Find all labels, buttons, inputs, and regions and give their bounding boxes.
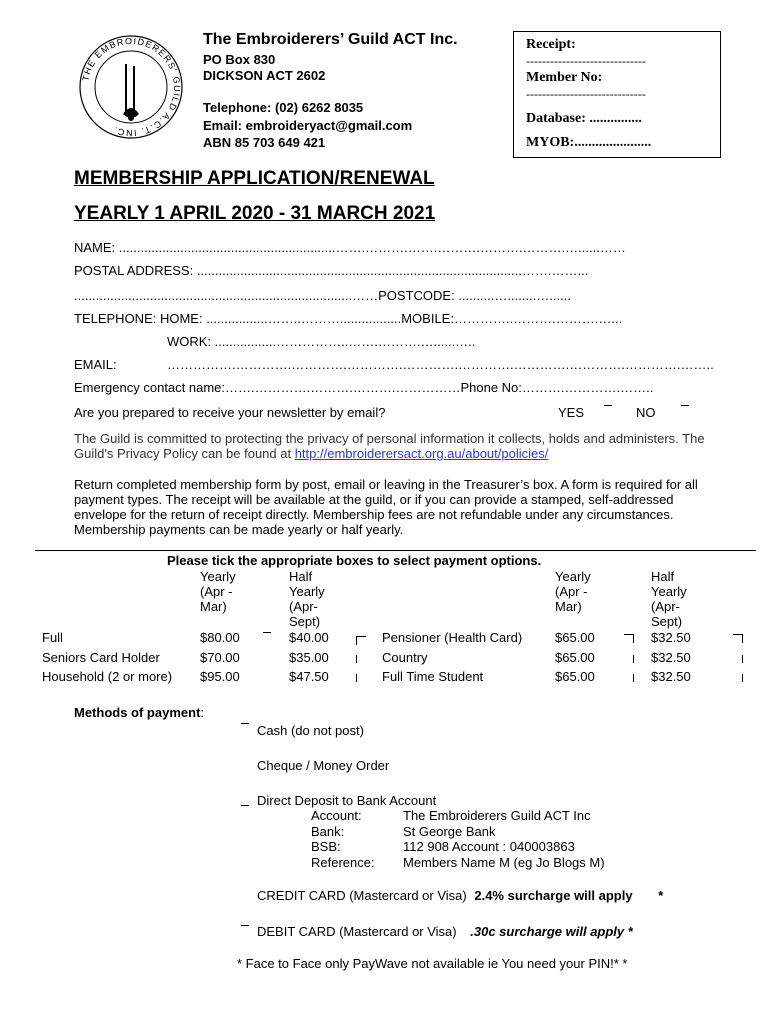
address-line-2: DICKSON ACT 2602 (203, 68, 326, 83)
member-no-label: Member No: (526, 70, 603, 85)
half-col-header-right: Half Yearly (Apr- Sept) (651, 569, 687, 629)
fee-label-seniors: Seniors Card Holder (42, 650, 160, 665)
payment-cash: Cash (do not post) (257, 723, 364, 738)
abn: ABN 85 703 649 421 (203, 135, 326, 150)
section-divider (35, 550, 756, 551)
checkbox-pensioner-yearly[interactable] (624, 634, 634, 643)
payment-credit-card: CREDIT CARD (Mastercard or Visa) 2.4% surcharge will apply * (257, 888, 664, 903)
fee-household-yearly: $95.00 (200, 669, 240, 684)
email-label: EMAIL: (74, 357, 117, 372)
no-label: NO (636, 405, 656, 420)
fee-label-full: Full (42, 630, 63, 645)
database-label: Database: ............... (526, 111, 642, 126)
email-field[interactable]: …………….………….………….………….………….………….………….………….………….…….. (167, 357, 714, 372)
checkbox-full-yearly[interactable] (263, 632, 271, 633)
bsb-label: BSB: (311, 839, 341, 854)
checkbox-debit[interactable] (241, 925, 249, 926)
checkbox-deposit[interactable] (241, 805, 249, 806)
fee-full-yearly: $80.00 (200, 630, 240, 645)
yearly-col-header-right: Yearly (Apr - Mar) (555, 569, 591, 614)
logo-ring-text: THE EMBROIDERERS' GUILD A.C.T. INC. (80, 35, 183, 139)
yearly-col-header-left: Yearly (Apr - Mar) (200, 569, 236, 614)
fee-country-half: $32.50 (651, 650, 691, 665)
fee-student-yearly: $65.00 (555, 669, 595, 684)
title-membership: MEMBERSHIP APPLICATION/RENEWAL (74, 168, 435, 189)
postcode-field[interactable]: .............................................................................……POSTCODE: ..........…........…...... (74, 288, 571, 303)
privacy-text: The Guild is committed to protecting the privacy of personal information it collects, holds and administers. The Guild's Privacy Policy can be found at (74, 431, 705, 461)
work-phone-field[interactable]: WORK: .................……………..…….……….…......….. (167, 334, 476, 349)
receipt-label: Receipt: (526, 37, 576, 52)
no-checkbox[interactable] (681, 405, 689, 406)
payment-deposit: Direct Deposit to Bank Account (257, 793, 437, 808)
payment-debit-card: DEBIT CARD (Mastercard or Visa) .30c surcharge will apply * (257, 924, 633, 939)
office-use-box (513, 31, 721, 158)
myob-label: MYOB:...................... (526, 135, 652, 150)
checkbox-full-half[interactable] (356, 636, 366, 645)
credit-surcharge: 2.4% surcharge will apply (474, 888, 633, 903)
return-instructions: Return completed membership form by post, email or leaving in the Treasurer’s box. A form is required for all payment types. The receipt will be available at the guild, or if you can provide a stamped, self-addressed envelope for the return of receipt directly. Membership fees are not refundable under any circumstances. Membership payments can be made yearly or half yearly. (74, 477, 698, 537)
fee-full-half: $40.00 (289, 630, 329, 645)
fee-student-half: $32.50 (651, 669, 691, 684)
privacy-policy-link[interactable]: http://embroiderersact.org.au/about/policies/ (294, 446, 549, 461)
fee-label-household: Household (2 or more) (42, 669, 173, 684)
fees-heading: Please tick the appropriate boxes to select payment options. (167, 553, 542, 568)
payment-footnote: * Face to Face only PayWave not available ie You need your PIN!* * (237, 956, 628, 971)
payment-heading: Methods of payment: (74, 705, 205, 720)
receipt-dashes: ------------------------------ (526, 54, 646, 68)
bank-label: Bank: (311, 824, 345, 839)
debit-surcharge: .30c surcharge will apply * (470, 924, 633, 939)
yes-label: YES (558, 405, 585, 420)
checkbox-cash[interactable] (241, 723, 249, 724)
fee-label-country: Country (382, 650, 428, 665)
telephone: Telephone: (02) 6262 8035 (203, 100, 364, 115)
fee-seniors-yearly: $70.00 (200, 650, 240, 665)
postal-address-field[interactable]: POSTAL ADDRESS: ..........................................................................................…….……... (74, 263, 589, 278)
account-value: The Embroiderers Guild ACT Inc (403, 808, 591, 823)
fee-household-half: $47.50 (289, 669, 329, 684)
account-label: Account: (311, 808, 362, 823)
reference-label: Reference: (311, 855, 375, 870)
title-yearly: YEARLY 1 APRIL 2020 - 31 MARCH 2021 (74, 203, 436, 224)
newsletter-question: Are you prepared to receive your newsletter by email? (74, 405, 386, 420)
fee-label-student: Full Time Student (382, 669, 484, 684)
checkbox-household-half[interactable] (356, 674, 357, 682)
emergency-contact-field[interactable]: Emergency contact name:…….………….……….……….……………Phone No:……….………….…….. (74, 380, 654, 395)
checkbox-country-yearly[interactable] (633, 655, 634, 663)
org-name: The Embroiderers’ Guild ACT Inc. (203, 31, 458, 48)
fee-pensioner-half: $32.50 (651, 630, 691, 645)
fee-label-pensioner: Pensioner (Health Card) (382, 630, 523, 645)
bsb-value: 112 908 Account : 040003863 (403, 839, 575, 854)
telephone-field[interactable]: TELEPHONE: HOME: .................……..……….................MOBILE:…………..……….……….…... (74, 311, 623, 326)
checkbox-country-half[interactable] (742, 655, 743, 663)
checkbox-pensioner-half[interactable] (733, 634, 743, 643)
fee-pensioner-yearly: $65.00 (555, 630, 595, 645)
address-line-1: PO Box 830 (203, 52, 276, 67)
payment-cheque: Cheque / Money Order (257, 758, 390, 773)
checkbox-seniors-half[interactable] (356, 655, 357, 663)
checkbox-student-yearly[interactable] (633, 674, 634, 682)
yes-checkbox[interactable] (604, 405, 612, 406)
privacy-statement (74, 431, 714, 461)
name-field[interactable]: NAME: ............................................................…….……….…….……….……….……….…......…… (74, 240, 626, 255)
fee-seniors-half: $35.00 (289, 650, 329, 665)
half-col-header-left: Half Yearly (Apr- Sept) (289, 569, 325, 629)
reference-value: Members Name M (eg Jo Blogs M) (403, 855, 605, 870)
checkbox-student-half[interactable] (742, 674, 743, 682)
fee-country-yearly: $65.00 (555, 650, 595, 665)
guild-logo (78, 34, 184, 140)
member-dashes: ------------------------------ (526, 87, 646, 101)
bank-value: St George Bank (403, 824, 496, 839)
email: Email: embroideryact@gmail.com (203, 118, 413, 133)
